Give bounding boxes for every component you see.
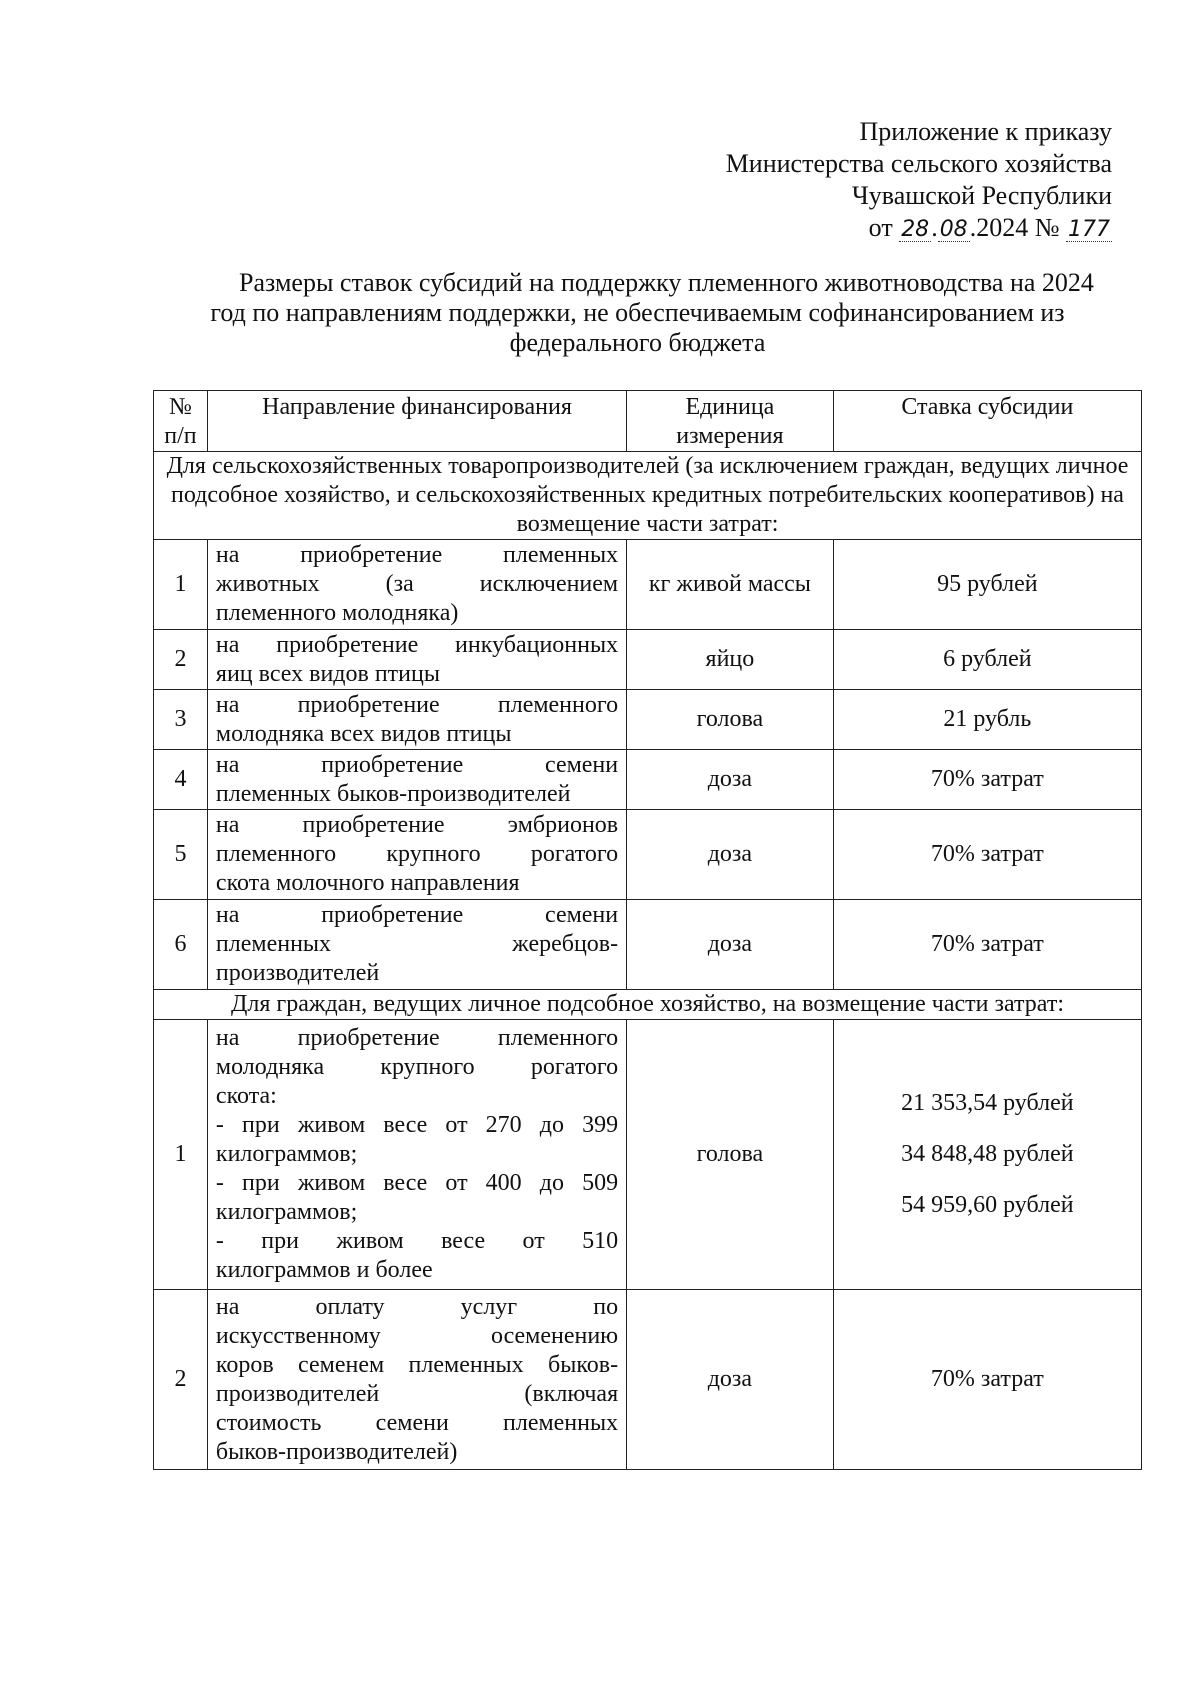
section-2-title: Для граждан, ведущих личное подсобное хозяйство, на возмещение части затрат: (154, 990, 1142, 1020)
order-number-handwritten: 177 (1068, 217, 1110, 242)
row-rate: 21 рубль (833, 690, 1141, 750)
row-unit: голова (627, 1020, 834, 1290)
row-num: 1 (154, 540, 208, 630)
row-num: 2 (154, 630, 208, 690)
row-rate: 70% затрат (833, 1290, 1141, 1470)
row-unit: яйцо (627, 630, 834, 690)
table-row (154, 900, 1142, 990)
direction-line: килограммов и более (215, 1257, 433, 1283)
title-line-3: федерального бюджета (509, 328, 766, 357)
direction-line: племенного молодняка) (215, 600, 459, 626)
date-year: .2024 № (969, 213, 1066, 242)
rate-value: 21 353,54 рублей (901, 1090, 1074, 1116)
row-num: 5 (154, 810, 208, 900)
row-num: 3 (154, 690, 208, 750)
direction-line: скота: (215, 1083, 277, 1109)
row-rate: 70% затрат (833, 810, 1141, 900)
row-num: 4 (154, 750, 208, 810)
direction-line: на приобретение эмбрионов (215, 812, 619, 838)
row-num: 6 (154, 900, 208, 990)
header-unit: Единица измерения (627, 391, 834, 452)
appendix-line-3: Чувашской Республики (851, 181, 1112, 210)
section-1-title: Для сельскохозяйственных товаропроизводителей (за исключением граждан, ведущих личное подсобное хозяйство, и сельскохозяйственных кредитных потребительских кооперативов) на возмещение части затрат: (154, 452, 1142, 540)
appendix-header (592, 116, 1112, 244)
direction-line: стоимость семени племенных (215, 1409, 619, 1436)
table-row (154, 750, 1142, 810)
header-direction: Направление финансирования (207, 391, 626, 452)
direction-line: килограммов; (215, 1141, 358, 1167)
date-separator: . (931, 213, 938, 242)
table-row (154, 810, 1142, 900)
direction-line: килограммов; (215, 1199, 358, 1225)
title-line-1: Размеры ставок субсидий на поддержку племенного животноводства на 2024 (239, 268, 1094, 297)
table-row (154, 630, 1142, 690)
direction-line: на приобретение племенного (215, 691, 619, 718)
table-header-row (154, 391, 1142, 452)
table-row (154, 1020, 1142, 1290)
title-line-2: год по направлениям поддержки, не обеспечиваемым софинансированием из (210, 298, 1065, 327)
direction-line: племенного крупного рогатого (215, 841, 619, 867)
row-rate (833, 1020, 1141, 1290)
date-prefix: от (868, 213, 900, 242)
header-rate: Ставка субсидии (833, 391, 1141, 452)
row-direction (207, 1290, 626, 1470)
row-direction (207, 1020, 626, 1290)
direction-line: на оплату услуг по (215, 1293, 619, 1320)
direction-line: на приобретение семени (215, 902, 619, 928)
direction-line: на приобретение племенного (215, 1025, 619, 1051)
direction-line: молодняка крупного рогатого (215, 1054, 619, 1080)
direction-line: - при живом весе от 270 до 399 (215, 1112, 619, 1138)
row-unit: доза (627, 1290, 834, 1470)
row-rate: 6 рублей (833, 630, 1141, 690)
row-unit: кг живой массы (627, 540, 834, 630)
table-row (154, 1290, 1142, 1470)
row-direction (207, 540, 626, 630)
direction-line: молодняка всех видов птицы (215, 720, 512, 747)
direction-line: на приобретение племенных (215, 542, 619, 568)
row-direction (207, 750, 626, 810)
row-rate: 70% затрат (833, 750, 1141, 810)
direction-line: скота молочного направления (215, 870, 520, 896)
rate-value: 34 848,48 рублей (901, 1141, 1074, 1167)
row-unit: доза (627, 810, 834, 900)
appendix-line-2: Министерства сельского хозяйства (725, 149, 1112, 178)
date-day-handwritten: 28 (901, 217, 930, 242)
section-2-title-row (154, 990, 1142, 1020)
direction-line: искусственному осеменению (215, 1322, 619, 1349)
header-num: № п/п (154, 391, 208, 452)
direction-line: - при живом весе от 400 до 509 (215, 1170, 619, 1196)
table-row (154, 540, 1142, 630)
direction-line: на приобретение семени (215, 751, 619, 778)
direction-line: животных (за исключением (215, 571, 619, 597)
appendix-date-line (592, 212, 1112, 244)
subsidy-rates-table (153, 390, 1142, 1470)
section-1-title-row (154, 452, 1142, 540)
row-unit: доза (627, 900, 834, 990)
direction-line: коров семенем племенных быков- (215, 1351, 619, 1378)
document-title (150, 268, 1125, 358)
direction-line: производителей (включая (215, 1380, 619, 1407)
direction-line: на приобретение инкубационных (215, 631, 619, 658)
row-num: 1 (154, 1020, 208, 1290)
row-direction (207, 900, 626, 990)
row-direction (207, 630, 626, 690)
row-unit: доза (627, 750, 834, 810)
appendix-line-1: Приложение к приказу (859, 117, 1112, 146)
direction-line: - при живом весе от 510 (215, 1228, 619, 1254)
direction-line: производителей (215, 960, 380, 986)
row-unit: голова (627, 690, 834, 750)
row-rate: 95 рублей (833, 540, 1141, 630)
table-row (154, 690, 1142, 750)
row-rate: 70% затрат (833, 900, 1141, 990)
date-month-handwritten: 08 (939, 217, 968, 242)
direction-line: племенных быков-производителей (215, 780, 571, 807)
rate-value: 54 959,60 рублей (901, 1192, 1074, 1218)
direction-line: быков-производителей) (215, 1438, 458, 1465)
direction-line: яиц всех видов птицы (215, 660, 440, 687)
row-direction (207, 690, 626, 750)
row-direction (207, 810, 626, 900)
direction-line: племенных жеребцов- (215, 931, 619, 957)
row-num: 2 (154, 1290, 208, 1470)
